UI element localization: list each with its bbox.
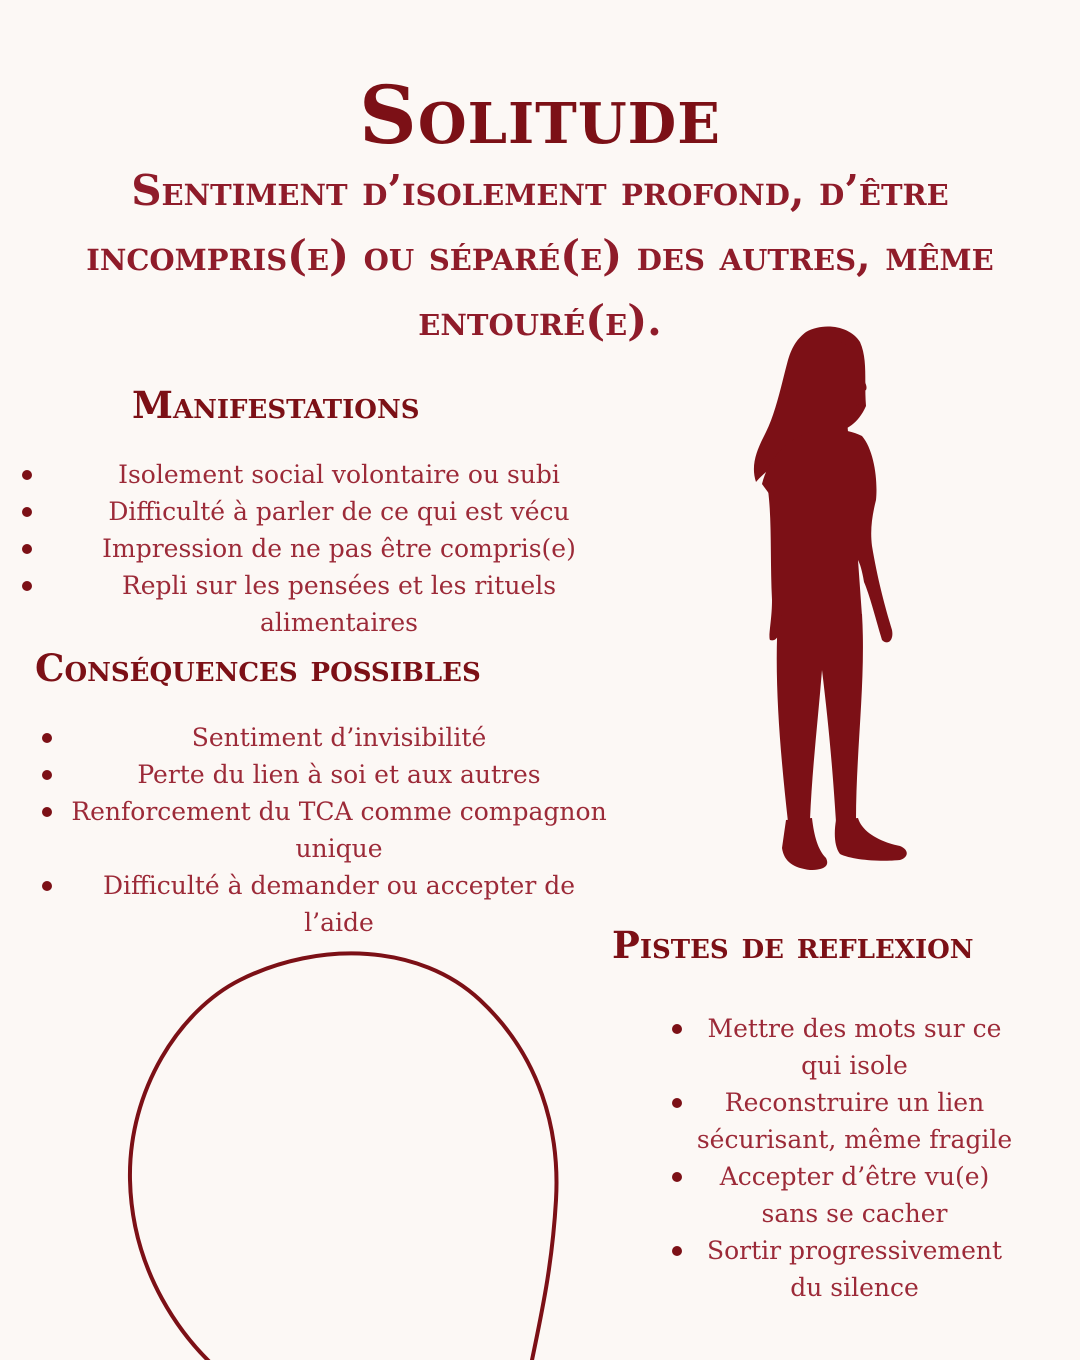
consequences-heading: Conséquences possibles [35,646,481,690]
woman-silhouette-icon [740,320,920,880]
list-item: Renforcement du TCA comme compagnon unique [38,793,608,867]
list-item: Accepter d’être vu(e) sans se cacher [668,1158,1013,1232]
page-title: Solitude [359,68,721,162]
manifestations-list [20,456,630,641]
list-item: Reconstruire un lien sécurisant, même fragile [668,1084,1013,1158]
list-item: Mettre des mots sur ce qui isole [668,1010,1013,1084]
manifestations-heading: Manifestations [132,383,420,427]
list-item: Sortir progressivement du silence [668,1232,1013,1306]
pistes-heading: Pistes de reflexion [612,923,974,967]
list-item: Repli sur les pensées et les rituels alimentaires [20,567,630,641]
list-item: Isolement social volontaire ou subi [20,456,630,493]
hand-drawn-circle-icon [120,940,570,1360]
page-subtitle: Sentiment d’isolement profond, d’être incompris(e) ou séparé(e) des autres, même entouré(e). [86,166,994,345]
list-item: Impression de ne pas être compris(e) [20,530,630,567]
consequences-list [38,719,608,941]
list-item: Perte du lien à soi et aux autres [38,756,608,793]
list-item: Difficulté à demander ou accepter de l’aide [38,867,608,941]
list-item: Sentiment d’invisibilité [38,719,608,756]
list-item: Difficulté à parler de ce qui est vécu [20,493,630,530]
pistes-list [668,1010,1013,1306]
